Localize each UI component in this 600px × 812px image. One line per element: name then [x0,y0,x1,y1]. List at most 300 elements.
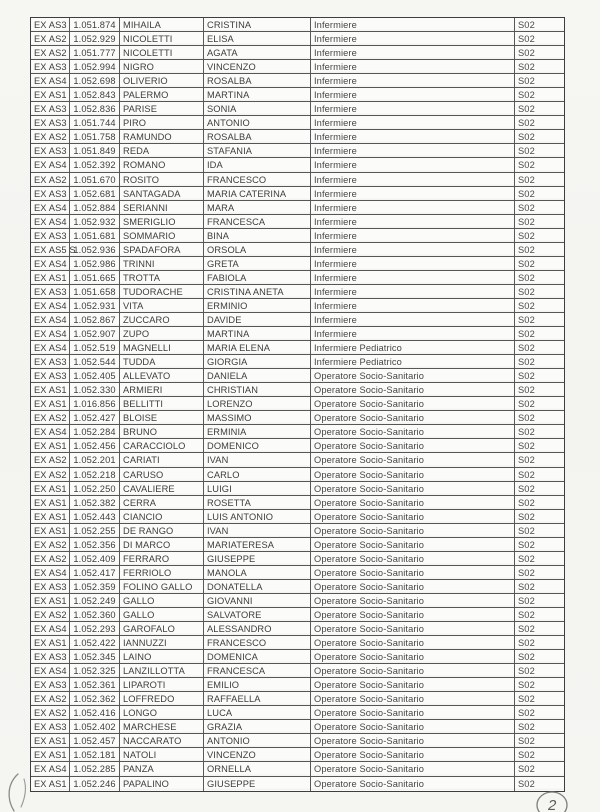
firstname-cell: DOMENICO [204,439,311,453]
grade-cell: EX AS1 [31,524,70,538]
code-cell: S02 [515,496,564,510]
table-row [31,74,564,88]
table-row [31,257,564,271]
id-number-cell: 1.051.777 [70,46,120,60]
code-cell: S02 [515,706,564,720]
role-cell: Operatore Socio-Sanitario [311,425,515,439]
firstname-cell: IVAN [204,524,311,538]
firstname-cell: VINCENZO [204,748,311,762]
grade-cell: EX AS2 [31,692,70,706]
id-number-cell: 1.052.929 [70,32,120,46]
role-cell: Operatore Socio-Sanitario [311,411,515,425]
surname-cell: FERRARO [120,552,204,566]
table-row [31,510,564,524]
role-cell: Operatore Socio-Sanitario [311,453,515,467]
table-row [31,425,564,439]
grade-cell: EX AS1 [31,748,70,762]
table-row [31,664,564,678]
firstname-cell: RAFFAELLA [204,692,311,706]
grade-cell: EX AS4 [31,201,70,215]
surname-cell: CARIATI [120,453,204,467]
firstname-cell: CRISTINA ANETA [204,285,311,299]
grade-cell: EX AS4 [31,74,70,88]
firstname-cell: ROSETTA [204,496,311,510]
surname-cell: ZUPO [120,327,204,341]
id-number-cell: 1.052.325 [70,664,120,678]
id-number-cell: 1.052.417 [70,566,120,580]
code-cell: S02 [515,158,564,172]
surname-cell: TROTTA [120,271,204,285]
surname-cell: CARUSO [120,468,204,482]
surname-cell: NICOLETTI [120,46,204,60]
code-cell: S02 [515,243,564,257]
firstname-cell: IDA [204,158,311,172]
id-number-cell: 1.051.670 [70,173,120,187]
table-row [31,524,564,538]
id-number-cell: 1.052.255 [70,524,120,538]
code-cell: S02 [515,720,564,734]
code-cell: S02 [515,144,564,158]
surname-cell: SANTAGADA [120,187,204,201]
firstname-cell: DONATELLA [204,580,311,594]
id-number-cell: 1.052.285 [70,762,120,776]
role-cell: Infermiere [311,158,515,172]
id-number-cell: 1.052.249 [70,594,120,608]
role-cell: Operatore Socio-Sanitario [311,734,515,748]
role-cell: Infermiere [311,327,515,341]
table-row [31,18,564,32]
firstname-cell: DANIELA [204,369,311,383]
grade-cell: EX AS4 [31,622,70,636]
grade-cell: EX AS3 [31,678,70,692]
grade-cell: EX AS2 [31,46,70,60]
table-row [31,201,564,215]
firstname-cell: MARA [204,201,311,215]
code-cell: S02 [515,468,564,482]
role-cell: Operatore Socio-Sanitario [311,622,515,636]
id-number-cell: 1.052.698 [70,74,120,88]
table-row [31,173,564,187]
role-cell: Operatore Socio-Sanitario [311,636,515,650]
code-cell: S02 [515,18,564,32]
role-cell: Infermiere [311,271,515,285]
id-number-cell: 1.052.884 [70,201,120,215]
firstname-cell: VINCENZO [204,60,311,74]
surname-cell: GALLO [120,608,204,622]
surname-cell: ROSITO [120,173,204,187]
firstname-cell: ERMINIA [204,425,311,439]
role-cell: Operatore Socio-Sanitario [311,566,515,580]
firstname-cell: ERMINIO [204,299,311,313]
table-row [31,482,564,496]
surname-cell: MIHAILA [120,18,204,32]
role-cell: Operatore Socio-Sanitario [311,552,515,566]
role-cell: Infermiere [311,60,515,74]
table-row [31,580,564,594]
table-row [31,88,564,102]
table-row [31,158,564,172]
page-number-text: 2 [548,797,557,812]
code-cell: S02 [515,664,564,678]
id-number-cell: 1.052.201 [70,453,120,467]
role-cell: Operatore Socio-Sanitario [311,496,515,510]
id-number-cell: 1.052.382 [70,496,120,510]
code-cell: S02 [515,130,564,144]
table-row [31,748,564,762]
grade-cell: EX AS2 [31,552,70,566]
id-number-cell: 1.052.994 [70,60,120,74]
table-row [31,383,564,397]
grade-cell: EX AS1 [31,734,70,748]
grade-cell: EX AS4 [31,299,70,313]
role-cell: Operatore Socio-Sanitario [311,524,515,538]
role-cell: Operatore Socio-Sanitario [311,762,515,776]
role-cell: Infermiere [311,173,515,187]
role-cell: Operatore Socio-Sanitario [311,678,515,692]
grade-cell: EX AS3 [31,355,70,369]
surname-cell: NATOLI [120,748,204,762]
id-number-cell: 1.052.519 [70,341,120,355]
grade-cell: EX AS4 [31,257,70,271]
table-row [31,777,564,791]
firstname-cell: MARTINA [204,88,311,102]
id-number-cell: 1.052.867 [70,313,120,327]
role-cell: Operatore Socio-Sanitario [311,383,515,397]
id-number-cell: 1.052.907 [70,327,120,341]
grade-cell: EX AS4 [31,313,70,327]
surname-cell: NIGRO [120,60,204,74]
role-cell: Infermiere [311,313,515,327]
surname-cell: BELLITTI [120,397,204,411]
surname-cell: TUDDA [120,355,204,369]
code-cell: S02 [515,102,564,116]
grade-cell: EX AS3 [31,18,70,32]
code-cell: S02 [515,425,564,439]
role-cell: Infermiere [311,46,515,60]
firstname-cell: MARIA CATERINA [204,187,311,201]
role-cell: Operatore Socio-Sanitario [311,692,515,706]
code-cell: S02 [515,453,564,467]
firstname-cell: LUIGI [204,482,311,496]
table-row [31,397,564,411]
code-cell: S02 [515,566,564,580]
grade-cell: EX AS3 [31,60,70,74]
table-row [31,650,564,664]
table-row [31,116,564,130]
table-row [31,762,564,776]
role-cell: Operatore Socio-Sanitario [311,510,515,524]
surname-cell: PIRO [120,116,204,130]
role-cell: Infermiere [311,243,515,257]
surname-cell: SOMMARIO [120,229,204,243]
surname-cell: LANZILLOTTA [120,664,204,678]
table-row [31,706,564,720]
firstname-cell: LUCA [204,706,311,720]
firstname-cell: FRANCESCA [204,215,311,229]
firstname-cell: MARIATERESA [204,538,311,552]
surname-cell: FERRIOLO [120,566,204,580]
code-cell: S02 [515,397,564,411]
grade-cell: EX AS5 S [31,243,70,257]
firstname-cell: CRISTINA [204,18,311,32]
id-number-cell: 1.052.416 [70,706,120,720]
code-cell: S02 [515,622,564,636]
firstname-cell: LUIS ANTONIO [204,510,311,524]
id-number-cell: 1.052.362 [70,692,120,706]
surname-cell: SMERIGLIO [120,215,204,229]
firstname-cell: ALESSANDRO [204,622,311,636]
table-row [31,32,564,46]
surname-cell: SERIANNI [120,201,204,215]
id-number-cell: 1.051.681 [70,229,120,243]
id-number-cell: 1.052.181 [70,748,120,762]
surname-cell: LIPAROTI [120,678,204,692]
code-cell: S02 [515,608,564,622]
table-row [31,46,564,60]
surname-cell: TUDORACHE [120,285,204,299]
id-number-cell: 1.016.856 [70,397,120,411]
firstname-cell: ROSALBA [204,74,311,88]
grade-cell: EX AS3 [31,144,70,158]
role-cell: Operatore Socio-Sanitario [311,608,515,622]
surname-cell: SPADAFORA [120,243,204,257]
grade-cell: EX AS2 [31,173,70,187]
id-number-cell: 1.052.402 [70,720,120,734]
surname-cell: CIANCIO [120,510,204,524]
surname-cell: LOFFREDO [120,692,204,706]
code-cell: S02 [515,734,564,748]
table-row [31,453,564,467]
surname-cell: BRUNO [120,425,204,439]
code-cell: S02 [515,271,564,285]
table-row [31,271,564,285]
surname-cell: MAGNELLI [120,341,204,355]
id-number-cell: 1.052.836 [70,102,120,116]
firstname-cell: ELISA [204,32,311,46]
handwritten-page-number [531,790,575,812]
id-number-cell: 1.052.392 [70,158,120,172]
id-number-cell: 1.052.345 [70,650,120,664]
id-number-cell: 1.052.361 [70,678,120,692]
firstname-cell: MASSIMO [204,411,311,425]
surname-cell: DE RANGO [120,524,204,538]
grade-cell: EX AS2 [31,411,70,425]
code-cell: S02 [515,313,564,327]
table-row [31,636,564,650]
role-cell: Infermiere [311,257,515,271]
firstname-cell: DAVIDE [204,313,311,327]
role-cell: Operatore Socio-Sanitario [311,369,515,383]
surname-cell: LONGO [120,706,204,720]
grade-cell: EX AS3 [31,720,70,734]
id-number-cell: 1.052.457 [70,734,120,748]
surname-cell: RAMUNDO [120,130,204,144]
grade-cell: EX AS3 [31,285,70,299]
grade-cell: EX AS2 [31,32,70,46]
grade-cell: EX AS4 [31,215,70,229]
role-cell: Infermiere [311,229,515,243]
code-cell: S02 [515,285,564,299]
table-row [31,60,564,74]
id-number-cell: 1.052.544 [70,355,120,369]
id-number-cell: 1.052.330 [70,383,120,397]
role-cell: Infermiere [311,144,515,158]
staff-roster-table [30,17,565,792]
role-cell: Infermiere Pediatrico [311,341,515,355]
firstname-cell: GIUSEPPE [204,777,311,791]
code-cell: S02 [515,678,564,692]
code-cell: S02 [515,411,564,425]
table-row [31,299,564,313]
surname-cell: OLIVERIO [120,74,204,88]
firstname-cell: ANTONIO [204,734,311,748]
firstname-cell: FRANCESCO [204,636,311,650]
grade-cell: EX AS2 [31,130,70,144]
code-cell: S02 [515,327,564,341]
grade-cell: EX AS1 [31,594,70,608]
code-cell: S02 [515,74,564,88]
code-cell: S02 [515,116,564,130]
id-number-cell: 1.052.246 [70,777,120,791]
id-number-cell: 1.052.360 [70,608,120,622]
id-number-cell: 1.052.456 [70,439,120,453]
table-row [31,439,564,453]
grade-cell: EX AS1 [31,482,70,496]
role-cell: Infermiere [311,299,515,313]
table-row [31,327,564,341]
id-number-cell: 1.051.758 [70,130,120,144]
code-cell: S02 [515,187,564,201]
code-cell: S02 [515,341,564,355]
role-cell: Infermiere [311,88,515,102]
surname-cell: ALLEVATO [120,369,204,383]
surname-cell: FOLINO GALLO [120,580,204,594]
firstname-cell: IVAN [204,453,311,467]
grade-cell: EX AS4 [31,158,70,172]
grade-cell: EX AS3 [31,116,70,130]
code-cell: S02 [515,60,564,74]
code-cell: S02 [515,355,564,369]
table-row [31,243,564,257]
id-number-cell: 1.052.932 [70,215,120,229]
firstname-cell: SONIA [204,102,311,116]
id-number-cell: 1.051.874 [70,18,120,32]
firstname-cell: FRANCESCA [204,664,311,678]
firstname-cell: CARLO [204,468,311,482]
firstname-cell: FABIOLA [204,271,311,285]
firstname-cell: MARIA ELENA [204,341,311,355]
grade-cell: EX AS1 [31,88,70,102]
firstname-cell: GIORGIA [204,355,311,369]
role-cell: Infermiere [311,285,515,299]
id-number-cell: 1.052.409 [70,552,120,566]
table-row [31,341,564,355]
id-number-cell: 1.052.250 [70,482,120,496]
grade-cell: EX AS3 [31,102,70,116]
firstname-cell: GIOVANNI [204,594,311,608]
table-row [31,229,564,243]
grade-cell: EX AS2 [31,706,70,720]
grade-cell: EX AS3 [31,229,70,243]
code-cell: S02 [515,229,564,243]
code-cell: S02 [515,383,564,397]
code-cell: S02 [515,524,564,538]
table-row [31,369,564,383]
code-cell: S02 [515,215,564,229]
code-cell: S02 [515,88,564,102]
surname-cell: NACCARATO [120,734,204,748]
role-cell: Infermiere [311,130,515,144]
table-row [31,355,564,369]
role-cell: Operatore Socio-Sanitario [311,538,515,552]
grade-cell: EX AS3 [31,369,70,383]
surname-cell: GALLO [120,594,204,608]
code-cell: S02 [515,692,564,706]
table-row [31,720,564,734]
firstname-cell: LORENZO [204,397,311,411]
table-row [31,313,564,327]
role-cell: Operatore Socio-Sanitario [311,594,515,608]
grade-cell: EX AS2 [31,453,70,467]
role-cell: Infermiere [311,32,515,46]
role-cell: Operatore Socio-Sanitario [311,650,515,664]
table-row [31,678,564,692]
firstname-cell: SALVATORE [204,608,311,622]
code-cell: S02 [515,32,564,46]
code-cell: S02 [515,257,564,271]
table-row [31,285,564,299]
grade-cell: EX AS1 [31,777,70,791]
table-row [31,692,564,706]
grade-cell: EX AS4 [31,566,70,580]
table-row [31,496,564,510]
role-cell: Infermiere [311,18,515,32]
id-number-cell: 1.051.849 [70,144,120,158]
table-row [31,215,564,229]
surname-cell: ZUCCARO [120,313,204,327]
table-row [31,144,564,158]
firstname-cell: MANOLA [204,566,311,580]
table-row [31,552,564,566]
surname-cell: PALERMO [120,88,204,102]
id-number-cell: 1.052.284 [70,425,120,439]
table-row [31,102,564,116]
firstname-cell: FRANCESCO [204,173,311,187]
role-cell: Infermiere [311,201,515,215]
id-number-cell: 1.052.986 [70,257,120,271]
table-row [31,130,564,144]
id-number-cell: 1.051.744 [70,116,120,130]
role-cell: Infermiere [311,215,515,229]
grade-cell: EX AS3 [31,187,70,201]
grade-cell: EX AS1 [31,510,70,524]
surname-cell: DI MARCO [120,538,204,552]
id-number-cell: 1.052.293 [70,622,120,636]
id-number-cell: 1.052.422 [70,636,120,650]
id-number-cell: 1.051.665 [70,271,120,285]
role-cell: Operatore Socio-Sanitario [311,777,515,791]
role-cell: Infermiere Pediatrico [311,355,515,369]
firstname-cell: MARTINA [204,327,311,341]
id-number-cell: 1.052.931 [70,299,120,313]
id-number-cell: 1.052.359 [70,580,120,594]
role-cell: Operatore Socio-Sanitario [311,664,515,678]
role-cell: Operatore Socio-Sanitario [311,397,515,411]
table-row [31,411,564,425]
id-number-cell: 1.052.843 [70,88,120,102]
code-cell: S02 [515,650,564,664]
code-cell: S02 [515,580,564,594]
